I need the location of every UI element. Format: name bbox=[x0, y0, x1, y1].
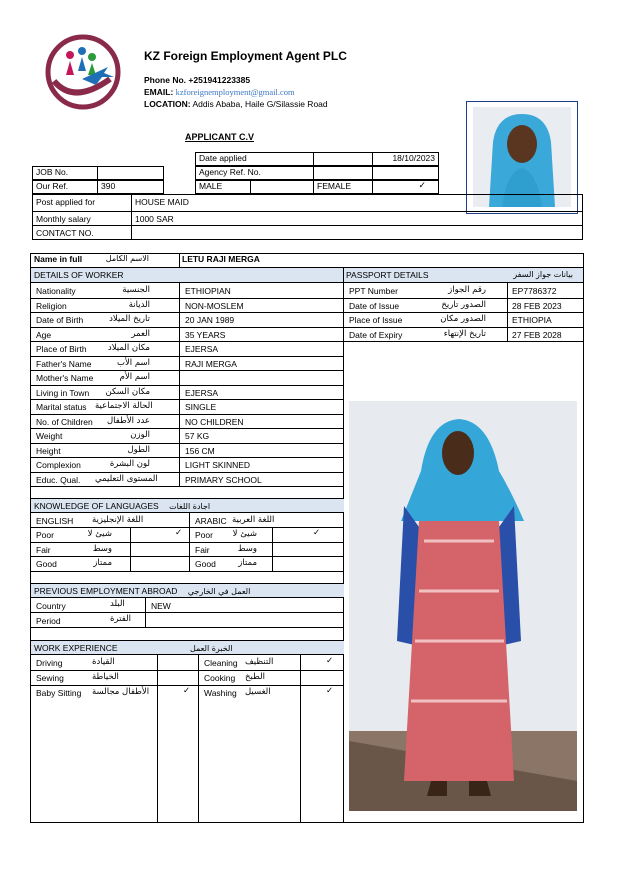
detail-row-line bbox=[31, 486, 343, 487]
detail-row-line bbox=[31, 472, 343, 473]
work-row-line bbox=[31, 670, 343, 671]
details-header: DETAILS OF WORKER bbox=[31, 268, 344, 283]
job-no-label: JOB No. bbox=[32, 166, 98, 180]
detail-value: SINGLE bbox=[185, 402, 217, 412]
company-contact bbox=[144, 74, 328, 110]
passport-row-line bbox=[343, 341, 583, 342]
phone-label: Phone No. bbox=[144, 75, 187, 85]
date-applied-blank bbox=[313, 152, 373, 166]
agency-ref-blank bbox=[313, 166, 373, 180]
passport-col-line bbox=[507, 283, 508, 341]
english-level-label: Good bbox=[36, 559, 57, 569]
detail-label: Living in Town bbox=[36, 387, 90, 398]
english-level-ar: شيئ لا bbox=[87, 529, 112, 539]
work-right-check: ✓ bbox=[326, 686, 334, 696]
passport-value: ETHIOPIA bbox=[512, 315, 552, 325]
detail-label-ar: المستوى التعليمي bbox=[95, 473, 158, 484]
prev-header-ar: العمل في الخارجي bbox=[187, 587, 251, 596]
work-left-ar: القيادة bbox=[92, 657, 115, 667]
detail-row-line bbox=[31, 356, 343, 357]
prev-header bbox=[31, 583, 344, 598]
passport-header bbox=[343, 268, 583, 283]
our-ref-value: 390 bbox=[97, 180, 164, 194]
detail-row-line bbox=[31, 327, 343, 328]
passport-label-ar: الصدور تاريخ bbox=[441, 299, 486, 310]
work-col-line bbox=[300, 655, 301, 822]
work-right-label: Cleaning bbox=[204, 658, 238, 668]
detail-label-ar: عدد الأطفال bbox=[106, 415, 150, 426]
work-left-label: Sewing bbox=[36, 673, 64, 683]
detail-label: Height bbox=[36, 445, 61, 456]
detail-label: Date of Birth bbox=[36, 315, 84, 325]
work-header bbox=[31, 640, 344, 655]
detail-row-line bbox=[31, 370, 343, 371]
passport-label: PPT Number bbox=[349, 286, 398, 296]
detail-value: 35 YEARS bbox=[185, 329, 226, 340]
detail-label: Nationality bbox=[36, 286, 76, 296]
detail-row-line bbox=[31, 341, 343, 342]
male-check bbox=[250, 180, 314, 194]
male-label: MALE bbox=[195, 180, 251, 194]
passport-label-ar: تاريخ الإنتهاء bbox=[443, 328, 486, 339]
salary-label: Monthly salary bbox=[32, 211, 132, 226]
work-header-ar: الخبرة العمل bbox=[189, 644, 233, 653]
arabic-level-label: Poor bbox=[195, 530, 213, 540]
arabic-label-ar: اللغة العربية bbox=[232, 515, 275, 525]
date-applied-value: 18/10/2023 bbox=[372, 152, 439, 166]
our-ref-label: Our Ref. bbox=[32, 180, 98, 194]
work-header-en: WORK EXPERIENCE bbox=[34, 643, 118, 653]
work-right-ar: الغسيل bbox=[245, 687, 271, 697]
work-right-label: Cooking bbox=[204, 673, 236, 683]
arabic-level-ar: وسط bbox=[237, 543, 257, 554]
work-col-line bbox=[198, 655, 199, 822]
job-no-value bbox=[97, 166, 164, 180]
languages-header-en: KNOWLEDGE OF LANGUAGES bbox=[34, 501, 159, 511]
detail-label-ar: مكان الميلاد bbox=[107, 343, 150, 353]
detail-label: Place of Birth bbox=[36, 344, 87, 354]
company-logo bbox=[44, 33, 122, 111]
contact-value bbox=[131, 225, 583, 240]
detail-label-ar: مكان السكن bbox=[105, 386, 150, 397]
detail-label: Religion bbox=[36, 300, 67, 311]
detail-value: ETHIOPIAN bbox=[185, 286, 231, 296]
passport-row-line bbox=[343, 298, 583, 299]
detail-row-line bbox=[31, 443, 343, 444]
languages-header-ar: اجادة اللغات bbox=[169, 502, 211, 511]
work-right-label: Washing bbox=[204, 688, 237, 698]
detail-label-ar: لون البشرة bbox=[109, 459, 150, 469]
detail-label-ar: الحالة الاجتماعية bbox=[95, 401, 153, 411]
passport-value: EP7786372 bbox=[512, 286, 557, 296]
contact-label: CONTACT NO. bbox=[32, 225, 132, 240]
passport-header-en: PASSPORT DETAILS bbox=[346, 270, 429, 280]
lang-col-line bbox=[130, 527, 131, 571]
detail-label: Mother's Name bbox=[36, 373, 94, 383]
detail-label-ar: اسم الأم bbox=[119, 372, 150, 382]
applicant-photo-full bbox=[349, 401, 577, 811]
detail-value: RAJI MERGA bbox=[185, 358, 237, 369]
arabic-level-ar: ممتاز bbox=[238, 558, 257, 568]
detail-row-line bbox=[31, 298, 343, 299]
detail-label: Father's Name bbox=[36, 358, 92, 369]
phone-value: +251941223385 bbox=[188, 75, 251, 85]
languages-header bbox=[31, 498, 344, 513]
date-applied-label: Date applied bbox=[195, 152, 314, 166]
agency-ref-value bbox=[372, 166, 439, 180]
period-label: Period bbox=[36, 616, 61, 626]
english-level-ar: ممتاز bbox=[93, 558, 112, 568]
work-left-ar: الأطفال مجالسة bbox=[92, 687, 150, 697]
detail-label-ar: الديانة bbox=[128, 299, 150, 310]
agency-ref-label: Agency Ref. No. bbox=[195, 166, 314, 180]
salary-value: 1000 SAR bbox=[131, 211, 583, 226]
detail-value: 20 JAN 1989 bbox=[185, 315, 235, 325]
name-label bbox=[31, 254, 180, 268]
post-label: Post applied for bbox=[32, 194, 132, 212]
language-row-line bbox=[31, 571, 343, 572]
language-row-line bbox=[31, 542, 343, 543]
detail-label: Complexion bbox=[36, 460, 81, 470]
detail-row-line bbox=[31, 414, 343, 415]
name-value: LETU RAJI MERGA bbox=[179, 254, 583, 268]
work-left-check: ✓ bbox=[183, 686, 191, 696]
detail-value: NO CHILDREN bbox=[185, 416, 244, 427]
work-right-check: ✓ bbox=[326, 656, 334, 666]
english-level-ar: وسط bbox=[92, 543, 112, 554]
detail-value: EJERSA bbox=[185, 387, 219, 398]
work-left-label: Baby Sitting bbox=[36, 688, 82, 698]
post-value: HOUSE MAID bbox=[131, 194, 583, 212]
email-label: EMAIL: bbox=[144, 87, 174, 97]
country-label-ar: البلد bbox=[110, 599, 125, 609]
detail-col-line bbox=[179, 283, 180, 486]
detail-label: Educ. Qual. bbox=[36, 474, 81, 485]
passport-row-line bbox=[343, 327, 583, 328]
work-left-label: Driving bbox=[36, 658, 63, 668]
location-label: LOCATION: bbox=[144, 99, 191, 109]
passport-header-ar: بيانات جواز السفر bbox=[513, 270, 573, 279]
detail-label-ar: تاريخ الميلاد bbox=[109, 314, 150, 324]
work-col-line bbox=[157, 655, 158, 822]
lang-col-line bbox=[272, 527, 273, 571]
country-value: NEW bbox=[151, 601, 171, 611]
arabic-level-label: Fair bbox=[195, 544, 210, 555]
location-value: Addis Ababa, Haile G/Silassie Road bbox=[192, 99, 328, 109]
work-left-ar: الخياطة bbox=[92, 672, 119, 682]
detail-row-line bbox=[31, 428, 343, 429]
detail-value: 156 CM bbox=[185, 445, 215, 456]
detail-label: Weight bbox=[36, 431, 63, 441]
column-divider bbox=[343, 268, 344, 822]
name-label-en: Name in full bbox=[34, 254, 83, 264]
detail-value: PRIMARY SCHOOL bbox=[185, 474, 262, 485]
detail-row-line bbox=[31, 312, 343, 313]
country-label: Country bbox=[36, 601, 66, 611]
period-label-ar: الفترة bbox=[110, 614, 131, 624]
work-right-ar: الطبخ bbox=[245, 672, 265, 682]
detail-value: EJERSA bbox=[185, 344, 219, 354]
detail-label: Age bbox=[36, 329, 52, 340]
english-label-ar: اللغة الإنجليزية bbox=[92, 515, 144, 525]
passport-row-line bbox=[343, 312, 583, 313]
detail-label: No. of Children bbox=[36, 416, 93, 427]
arabic-level-check: ✓ bbox=[313, 528, 321, 538]
name-label-ar: الاسم الكامل bbox=[105, 254, 149, 263]
detail-row-line bbox=[31, 385, 343, 386]
cv-title: APPLICANT C.V bbox=[185, 132, 255, 142]
arabic-level-ar: شيئ لا bbox=[232, 529, 257, 539]
arabic-level-label: Good bbox=[195, 559, 216, 569]
detail-label-ar: الجنسية bbox=[122, 285, 150, 295]
detail-label-ar: العمر bbox=[131, 328, 150, 339]
passport-label-ar: رقم الجواز bbox=[448, 285, 486, 295]
language-row-line bbox=[31, 556, 343, 557]
email-link[interactable]: kzforeignemployment@gmail.com bbox=[175, 87, 295, 97]
detail-label-ar: اسم الأب bbox=[116, 357, 150, 368]
arabic-label: ARABIC bbox=[195, 516, 227, 526]
english-label: ENGLISH bbox=[36, 516, 74, 526]
work-right-ar: التنظيف bbox=[245, 657, 274, 667]
detail-label-ar: الطول bbox=[127, 444, 150, 455]
english-level-label: Poor bbox=[36, 530, 54, 540]
female-check: ✓ bbox=[372, 180, 439, 194]
passport-label: Date of Expiry bbox=[349, 329, 403, 340]
prev-header-en: PREVIOUS EMPLOYMENT ABROAD bbox=[34, 586, 178, 596]
detail-value: NON-MOSLEM bbox=[185, 300, 244, 311]
detail-row-line bbox=[31, 399, 343, 400]
female-label: FEMALE bbox=[313, 180, 373, 194]
passport-value: 27 FEB 2028 bbox=[512, 329, 562, 340]
company-name: KZ Foreign Employment Agent PLC bbox=[144, 49, 347, 63]
passport-value: 28 FEB 2023 bbox=[512, 300, 562, 311]
passport-label: Place of Issue bbox=[349, 315, 403, 325]
passport-label: Date of Issue bbox=[349, 300, 400, 311]
detail-value: LIGHT SKINNED bbox=[185, 460, 251, 470]
english-level-check: ✓ bbox=[175, 528, 183, 538]
detail-label: Marital status bbox=[36, 402, 87, 412]
passport-label-ar: الصدور مكان bbox=[440, 314, 486, 324]
detail-label-ar: الوزن bbox=[130, 430, 150, 440]
lang-col-line bbox=[189, 513, 190, 571]
detail-value: 57 KG bbox=[185, 431, 210, 441]
english-level-label: Fair bbox=[36, 544, 51, 555]
detail-row-line bbox=[31, 457, 343, 458]
